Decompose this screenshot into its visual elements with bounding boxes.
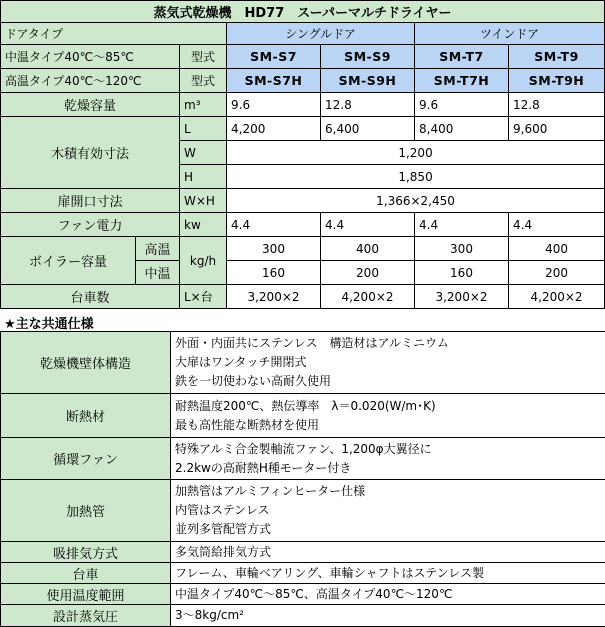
wood-size-w-value: 1,200 [227,141,605,165]
common-spec-line: 3～8kg/cm² [175,606,605,625]
capacity-value: 12.8 [509,93,605,117]
boiler-high-label: 高温 [136,237,180,261]
common-spec-line: 大扉はワンタッチ開閉式 [175,353,605,372]
model-cell: SM-S7H [227,69,321,93]
model-cell: SM-T9H [509,69,605,93]
door-type-label: ドアタイプ [1,23,227,45]
door-type-single: シングルドア [227,23,415,45]
boiler-mid-value: 200 [321,261,415,285]
fan-power-value: 4.4 [227,213,321,237]
boiler-mid-label: 中温 [136,261,180,285]
carts-value: 4,200×2 [321,285,415,309]
table-title: 蒸気式乾燥機 HD77 スーパーマルチドライヤー [1,1,605,23]
wood-size-l-value: 9,600 [509,117,605,141]
door-opening-value: 1,366×2,450 [227,189,605,213]
boiler-mid-value: 160 [415,261,509,285]
boiler-mid-value: 160 [227,261,321,285]
capacity-unit: m³ [180,93,227,117]
carts-unit: L×台 [180,285,227,309]
common-spec-label: 設計蒸気圧 [1,605,171,627]
boiler-label: ボイラー容量 [1,237,136,285]
carts-label: 台車数 [1,285,180,309]
wood-size-l-value: 6,400 [321,117,415,141]
wood-size-l-value: 8,400 [415,117,509,141]
capacity-value: 9.6 [415,93,509,117]
common-spec-line: 多気筒給排気方式 [175,543,605,562]
common-spec-value [171,542,605,563]
common-spec-line: 内管はステンレス [175,501,605,520]
model-unit: 型式 [180,69,227,93]
common-spec-line: 外面・内面共にステンレス 構造材はアルミニウム [175,334,605,353]
boiler-high-value: 400 [321,237,415,261]
fan-power-value: 4.4 [415,213,509,237]
common-spec-line: 並列多管配管方式 [175,520,605,539]
fan-power-label: ファン電力 [1,213,180,237]
model-cell: SM-S9 [321,45,415,69]
common-spec-value [171,480,605,542]
common-spec-table [0,331,605,627]
common-spec-line: 特殊アルミ合金製軸流ファン、1,200φ大翼径に [175,440,605,459]
carts-value: 3,200×2 [415,285,509,309]
fan-power-value: 4.4 [321,213,415,237]
common-spec-label: 循環ファン [1,438,171,480]
carts-value: 4,200×2 [509,285,605,309]
common-spec-value [171,394,605,438]
common-spec-line: フレーム、車輪ベアリング、車輪シャフトはステンレス製 [175,564,605,583]
wood-size-h-unit: H [180,165,227,189]
common-spec-label: 乾燥機壁体構造 [1,332,171,394]
wood-size-h-value: 1,850 [227,165,605,189]
capacity-value: 9.6 [227,93,321,117]
high-temp-type-label: 高温タイプ40℃～120℃ [1,69,180,93]
boiler-mid-value: 200 [509,261,605,285]
model-cell: SM-S7 [227,45,321,69]
fan-power-value: 4.4 [509,213,605,237]
boiler-high-value: 400 [509,237,605,261]
boiler-unit: kg/h [180,237,227,285]
wood-size-l-value: 4,200 [227,117,321,141]
model-cell: SM-T7 [415,45,509,69]
common-spec-label: 加熱管 [1,480,171,542]
common-spec-value [171,563,605,584]
spec-table [0,0,605,309]
common-spec-value [171,332,605,394]
common-spec-heading: ★主な共通仕様 [4,313,94,332]
common-spec-label: 吸排気方式 [1,542,171,563]
common-spec-label: 台車 [1,563,171,584]
door-type-twin: ツインドア [415,23,605,45]
common-spec-value [171,584,605,605]
boiler-high-value: 300 [415,237,509,261]
common-spec-line: 耐熱温度200℃、熱伝導率 λ＝0.020(W/m･K) [175,397,605,416]
carts-value: 3,200×2 [227,285,321,309]
mid-temp-type-label: 中温タイプ40℃～85℃ [1,45,180,69]
common-spec-line: 鉄を一切使わない高耐久使用 [175,372,605,391]
common-spec-line: 2.2kwの高耐熱H種モーター付き [175,459,605,478]
common-spec-value [171,605,605,627]
common-spec-label: 断熱材 [1,394,171,438]
model-cell: SM-T7H [415,69,509,93]
capacity-value: 12.8 [321,93,415,117]
capacity-label: 乾燥容量 [1,93,180,117]
model-cell: SM-T9 [509,45,605,69]
wood-size-l-unit: L [180,117,227,141]
model-cell: SM-S9H [321,69,415,93]
common-spec-line: 加熱管はアルミフィンヒーター仕様 [175,482,605,501]
door-opening-label: 扉開口寸法 [1,189,180,213]
wood-size-w-unit: W [180,141,227,165]
common-spec-label: 使用温度範囲 [1,584,171,605]
model-unit: 型式 [180,45,227,69]
common-spec-line: 最も高性能な断熱材を使用 [175,416,605,435]
common-spec-value [171,438,605,480]
boiler-high-value: 300 [227,237,321,261]
wood-size-label: 木積有効寸法 [1,117,180,189]
common-spec-line: 中温タイプ40℃～85℃、高温タイプ40℃～120℃ [175,585,605,604]
door-opening-unit: W×H [180,189,227,213]
fan-power-unit: kw [180,213,227,237]
